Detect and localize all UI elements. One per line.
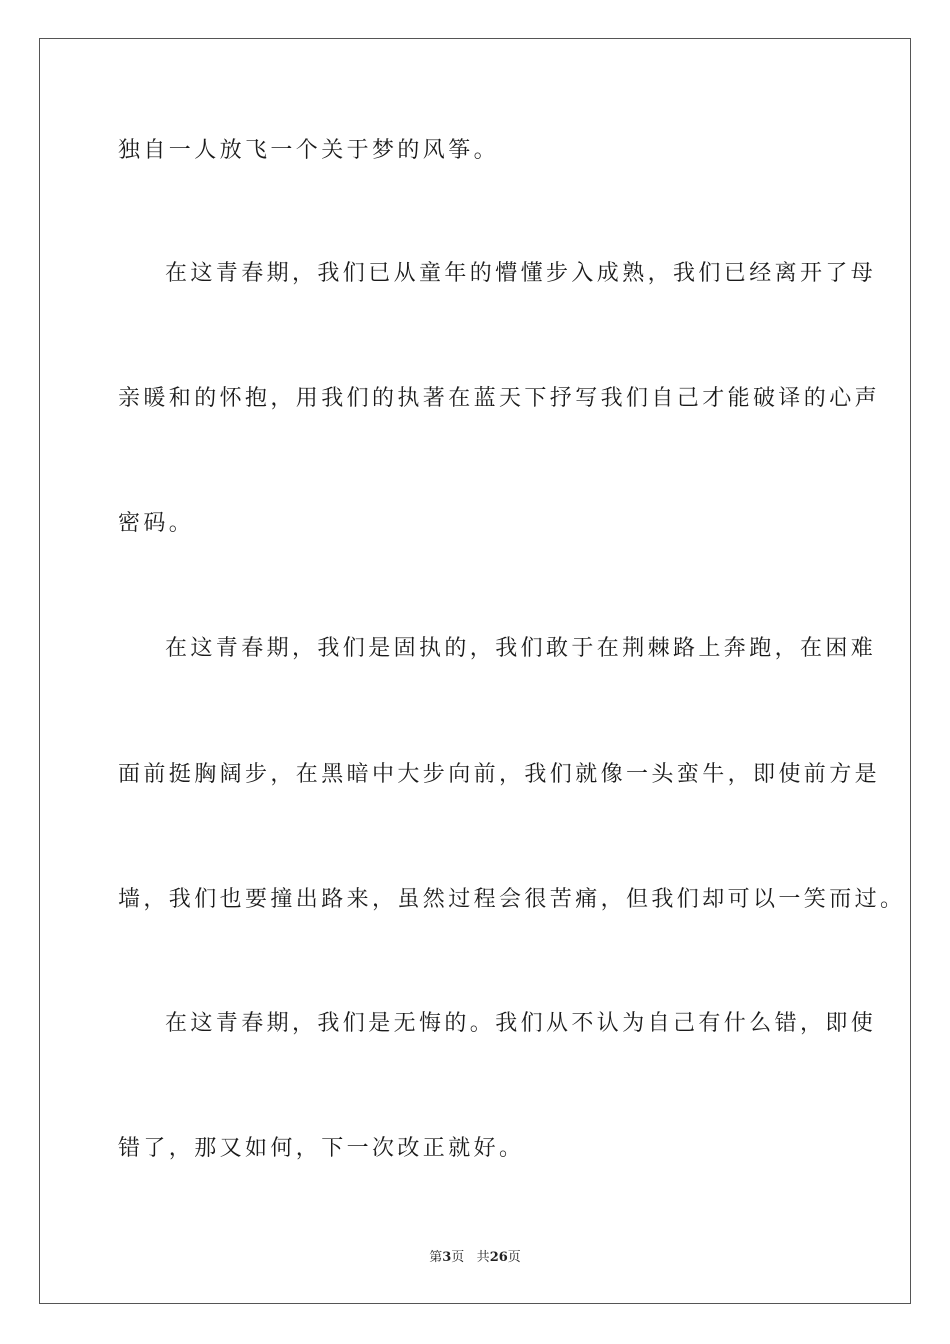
paragraph-line: 面前挺胸阔步，在黑暗中大步向前，我们就像一头蛮牛，即使前方是	[118, 762, 881, 787]
paragraph-line: 在这青春期，我们已从童年的懵懂步入成熟，我们已经离开了母	[165, 261, 877, 286]
paragraph-line: 密码。	[118, 511, 195, 536]
paragraph-line: 独自一人放飞一个关于梦的风筝。	[118, 138, 500, 163]
footer-page-number: 3	[442, 1250, 452, 1265]
paragraph-line: 墙，我们也要撞出路来，虽然过程会很苦痛，但我们却可以一笑而过。	[118, 887, 906, 912]
paragraph-line: 亲暖和的怀抱，用我们的执著在蓝天下抒写我们自己才能破译的心声	[118, 386, 881, 411]
footer-total-prefix: 共	[476, 1250, 490, 1265]
paragraph-line: 错了，那又如何，下一次改正就好。	[118, 1136, 525, 1161]
footer-page-prefix: 第	[429, 1250, 443, 1265]
page-footer	[0, 1246, 950, 1265]
page-border	[39, 38, 911, 1304]
footer-page-suffix: 页	[451, 1250, 465, 1265]
paragraph-line: 在这青春期，我们是固执的，我们敢于在荆棘路上奔跑，在困难	[165, 636, 877, 661]
paragraph-line: 在这青春期，我们是无悔的。我们从不认为自己有什么错，即使	[165, 1011, 877, 1036]
footer-total-pages: 26	[489, 1250, 508, 1265]
footer-total-suffix: 页	[507, 1250, 521, 1265]
